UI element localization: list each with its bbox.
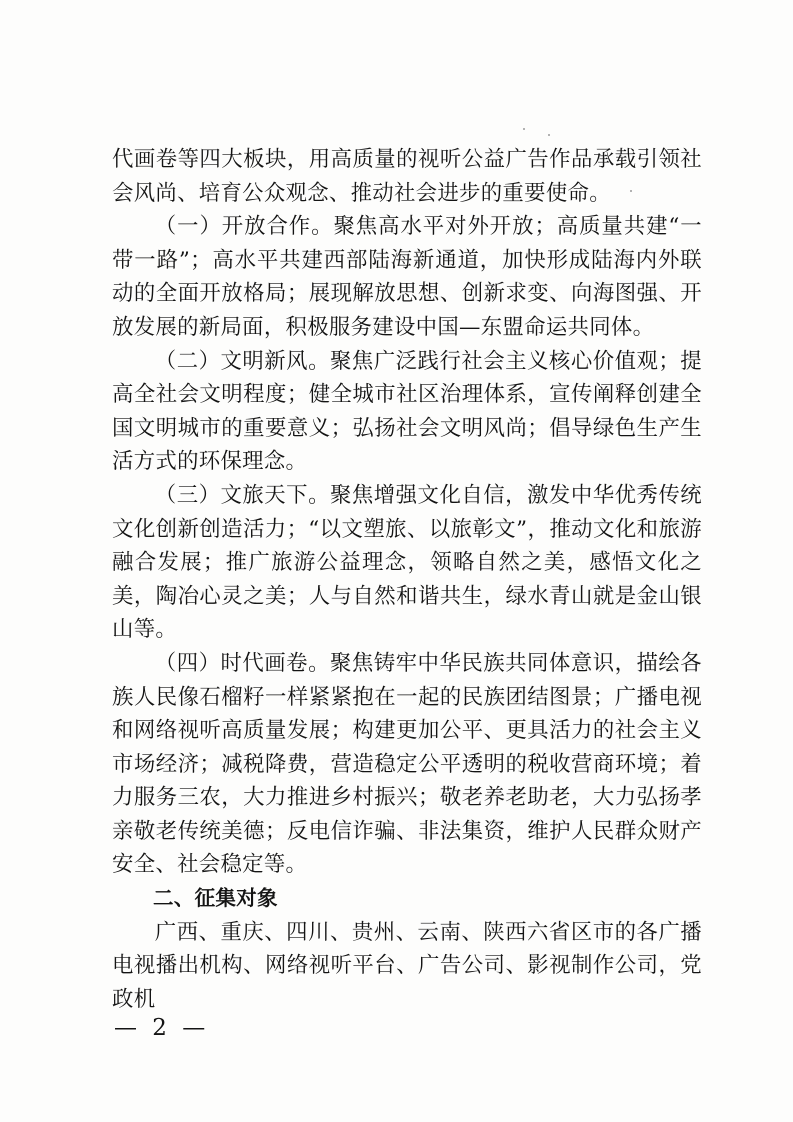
paragraph-open-cooperation: （一）开放合作。聚焦高水平对外开放；高质量共建“一带一路”；高水平共建西部陆海新通道，加快形成陆海内外联动的全面开放格局；展现解放思想、创新求变、向海图强、开放发展的新局面，积极服务建设中国—东盟命运共同体。 <box>112 214 702 340</box>
document-body <box>112 143 702 1016</box>
paragraph-collection-targets: 广西、重庆、四川、贵州、云南、陕西六省区市的各广播电视播出机构、网络视听平台、广告公司、影视制作公司，党政机 <box>112 919 702 1012</box>
page-number: — 2 — <box>114 1015 210 1041</box>
section-heading-collection-targets: 二、征集对象 <box>153 886 278 911</box>
scan-speck <box>523 128 525 130</box>
paragraph-civilization-new-style: （二）文明新风。聚焦广泛践行社会主义核心价值观；提高全社会文明程度；健全城市社区治理体系，宣传阐释创建全国文明城市的重要意义；弘扬社会文明风尚；倡导绿色生产生活方式的环保理念。 <box>112 348 702 475</box>
paragraph-intro-continued: 代画卷等四大板块，用高质量的视听公益广告作品承载引领社会风尚、培育公众观念、推动社会进步的重要使命。 <box>112 147 702 206</box>
scan-speck <box>548 134 550 136</box>
paragraph-era-picture: （四）时代画卷。聚焦铸牢中华民族共同体意识，描绘各族人民像石榴籽一样紧紧抱在一起的民族团结图景；广播电视和网络视听高质量发展；构建更加公平、更具活力的社会主义市场经济；减税降费，营造稳定公平透明的税收营商环境；着力服务三农，大力推进乡村振兴；敬老养老助老，大力弘扬孝亲敬老传统美德；反电信诈骗、非法集资，维护人民群众财产安全、社会稳定等。 <box>112 650 702 878</box>
paragraph-culture-tourism: （三）文旅天下。聚焦增强文化自信，激发中华优秀传统文化创新创造活力；“以文塑旅、以旅彰文”，推动文化和旅游融合发展；推广旅游公益理念，领略自然之美，感悟文化之美，陶冶心灵之美；人与自然和谐共生，绿水青山就是金山银山等。 <box>112 482 702 643</box>
